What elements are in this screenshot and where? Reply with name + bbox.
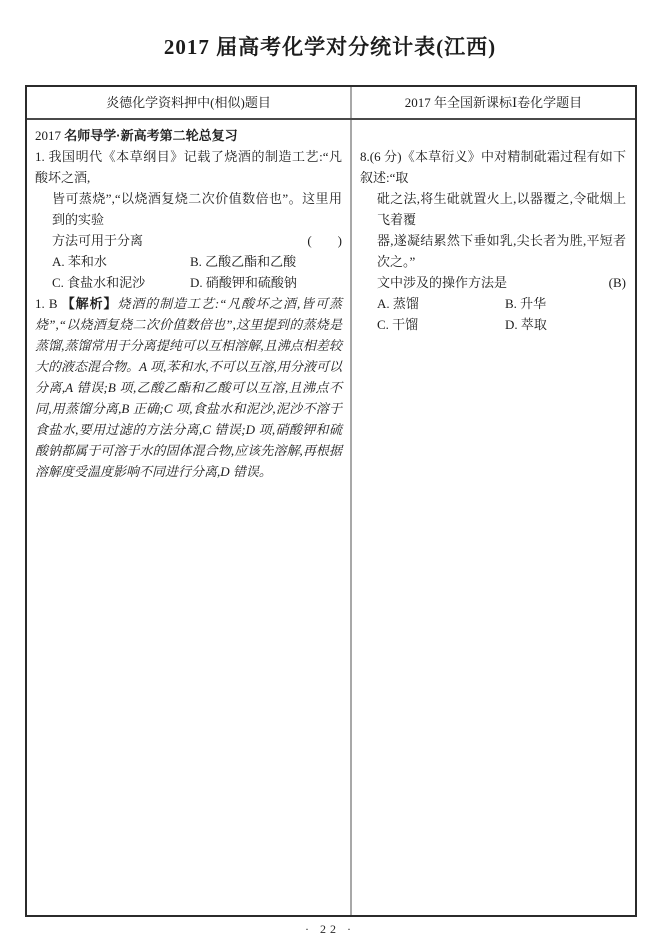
question-8-options	[377, 293, 626, 335]
option-b: B. 升华	[505, 296, 547, 311]
question-1-stem-end: 方法可用于分离	[52, 233, 144, 248]
option-d: D. 硝酸钾和硫酸钠	[190, 275, 297, 290]
analysis-tag: 【解析】	[61, 296, 118, 311]
option-c: C. 食盐水和泥沙	[52, 275, 146, 290]
question-8-line-3: 器,遂凝结累然下垂如乳,尖长者为胜,平短者次之。”	[377, 233, 626, 269]
question-8-line-2: 砒之法,将生砒就置火上,以器覆之,令砒烟上飞着覆	[377, 191, 626, 227]
option-d: D. 萃取	[505, 317, 547, 332]
table-header-right: 2017 年全国新课标Ⅰ卷化学题目	[404, 95, 583, 110]
question-1-line-2: 皆可蒸烧”,“以烧酒复烧二次价值数倍也”。这里用到的实验	[52, 191, 342, 227]
question-1-line-1: 1. 我国明代《本草纲目》记载了烧酒的制造工艺:“凡酸坏之酒,	[35, 149, 342, 185]
analysis-text: 烧酒的制造工艺:“凡酸坏之酒,皆可蒸烧”,“以烧酒复烧二次价值数倍也”,这里提到的蒸烧是蒸馏,蒸馏常用于分离提纯可以互相溶解,且沸点相差较大的液态混合物。A 项,苯和水,不可以互溶,用分液可以分离,A 错误;B 项,乙酸乙酯和乙酸可以互溶,且沸点不同,用蒸馏分离,B 正确;C 项,食盐水和泥沙,泥沙不溶于食盐水,要用过滤的方法分离,C 错误;D 项,硝酸钾和硫酸钠都属于可溶于水的固体混合物,应该先溶解,再根据溶解度受温度影响不同进行分离,D 错误。	[35, 296, 342, 479]
question-8-line-4	[360, 272, 626, 293]
question-8-line-1: 8.(6 分)《本草衍义》中对精制砒霜过程有如下叙述:“取	[360, 149, 626, 185]
source-year: 2017	[35, 128, 65, 143]
right-column-exam-question	[352, 120, 635, 915]
option-a: A. 蒸馏	[377, 296, 419, 311]
source-name: 名师导学·新高考第二轮总复习	[64, 128, 238, 143]
option-a: A. 苯和水	[52, 254, 107, 269]
answer-number-letter: 1. B	[35, 296, 62, 311]
left-column-pressed-question	[27, 120, 352, 915]
table-body-row	[27, 120, 635, 915]
exam-comparison-table	[25, 85, 637, 917]
source-book-label	[35, 125, 342, 146]
page-number: · 22 ·	[305, 922, 355, 936]
question-8-answer-letter: (B)	[608, 275, 626, 290]
question-1-line-3	[35, 230, 342, 251]
page-title: 2017 届高考化学对分统计表(江西)	[163, 35, 497, 59]
option-b: B. 乙酸乙酯和乙酸	[190, 254, 297, 269]
question-8-stem-end: 文中涉及的操作方法是	[377, 275, 508, 290]
option-c: C. 干馏	[377, 317, 419, 332]
table-header-row	[27, 87, 635, 120]
question-1-answer-analysis	[35, 293, 342, 482]
question-1-options	[52, 251, 342, 293]
answer-bracket: ( )	[307, 233, 342, 248]
table-header-left: 炎德化学资料押中(相似)题目	[27, 87, 352, 118]
